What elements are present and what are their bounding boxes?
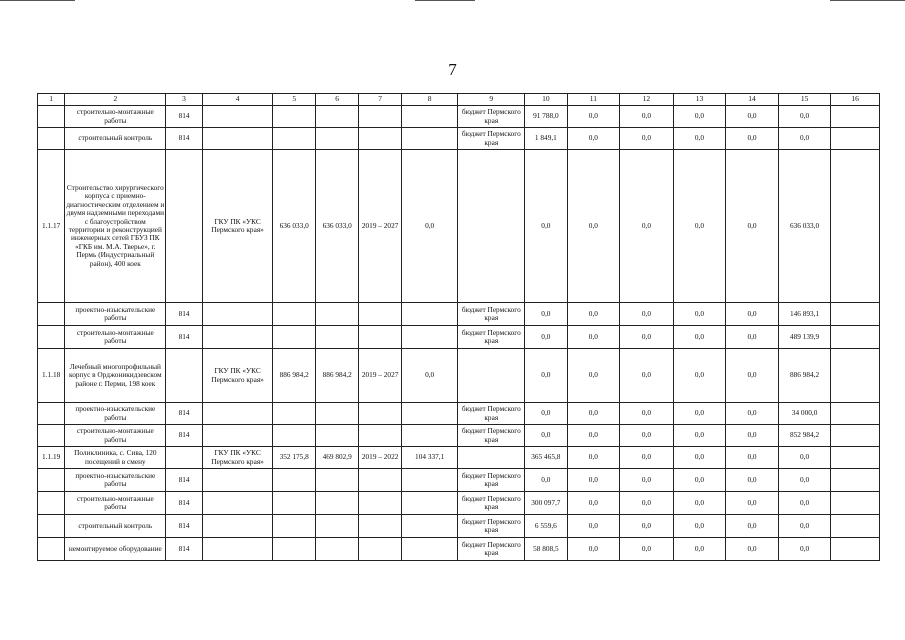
- table-cell: 0,0: [525, 326, 567, 349]
- table-cell: 0,0: [726, 349, 779, 403]
- table-cell: 0,0: [620, 403, 674, 425]
- table-cell: [315, 326, 358, 349]
- table-cell: 34 000,0: [778, 403, 831, 425]
- table-cell: [401, 515, 458, 538]
- table-cell: [401, 538, 458, 561]
- table-cell: 0,0: [567, 326, 620, 349]
- table-cell: [202, 469, 273, 492]
- table-cell: бюджет Пермского края: [458, 425, 525, 447]
- table-cell: 365 465,8: [525, 447, 567, 469]
- table-cell: [458, 150, 525, 303]
- table-row: [38, 403, 880, 425]
- header-cell: 2: [65, 94, 166, 106]
- page-number: 7: [448, 60, 457, 79]
- table-cell: [359, 326, 401, 349]
- table-cell: [273, 469, 315, 492]
- table-cell: 0,0: [673, 515, 726, 538]
- header-cell: 16: [831, 94, 880, 106]
- table-cell: [273, 492, 315, 515]
- table-cell: [315, 403, 358, 425]
- table-cell: [359, 128, 401, 150]
- table-cell: 0,0: [401, 150, 458, 303]
- table-cell: 352 175,8: [273, 447, 315, 469]
- header-cell: 1: [38, 94, 65, 106]
- table-cell: [38, 128, 65, 150]
- table-row: [38, 515, 880, 538]
- table-cell: строительно-монтажные работы: [65, 425, 166, 447]
- table-cell: 0,0: [778, 447, 831, 469]
- table-cell: [38, 403, 65, 425]
- table-cell: 91 788,0: [525, 106, 567, 128]
- table-cell: немонтируемое оборудование: [65, 538, 166, 561]
- header-cell: 14: [726, 94, 779, 106]
- header-cell: 3: [166, 94, 202, 106]
- table-cell: 0,0: [726, 128, 779, 150]
- table-cell: 0,0: [778, 538, 831, 561]
- header-cell: 9: [458, 94, 525, 106]
- table-cell: [401, 128, 458, 150]
- table-cell: [38, 106, 65, 128]
- table-cell: [202, 326, 273, 349]
- table-cell: [202, 106, 273, 128]
- table-cell: [359, 303, 401, 326]
- table-cell: 1 849,1: [525, 128, 567, 150]
- table-cell: ГКУ ПК «УКС Пермского края»: [202, 150, 273, 303]
- table-row: [38, 447, 880, 469]
- table-cell: 0,0: [525, 425, 567, 447]
- table-cell: 636 033,0: [778, 150, 831, 303]
- table-cell: [401, 492, 458, 515]
- table-cell: [166, 447, 202, 469]
- header-cell: 6: [315, 94, 358, 106]
- table-cell: [831, 303, 880, 326]
- table-cell: 2019 – 2022: [359, 447, 401, 469]
- table-row: [38, 150, 880, 303]
- table-cell: [202, 128, 273, 150]
- table-cell: [831, 492, 880, 515]
- table-cell: 0,0: [401, 349, 458, 403]
- table-cell: [359, 469, 401, 492]
- table-cell: 0,0: [726, 106, 779, 128]
- table-cell: 1.1.18: [38, 349, 65, 403]
- table-cell: 0,0: [567, 403, 620, 425]
- table-cell: [202, 403, 273, 425]
- table-cell: 0,0: [620, 425, 674, 447]
- table-cell: [458, 447, 525, 469]
- table-cell: 0,0: [726, 425, 779, 447]
- table-cell: 0,0: [673, 538, 726, 561]
- table-cell: [273, 538, 315, 561]
- table-cell: [202, 515, 273, 538]
- table-cell: [38, 515, 65, 538]
- table-cell: 814: [166, 303, 202, 326]
- table-cell: 814: [166, 425, 202, 447]
- table-cell: [202, 425, 273, 447]
- header-cell: 15: [778, 94, 831, 106]
- table-cell: [401, 469, 458, 492]
- table-cell: [831, 515, 880, 538]
- table-cell: 814: [166, 403, 202, 425]
- table-cell: [273, 326, 315, 349]
- table-cell: проектно-изыскательские работы: [65, 403, 166, 425]
- table-cell: бюджет Пермского края: [458, 106, 525, 128]
- table-row: [38, 349, 880, 403]
- table-cell: 0,0: [620, 492, 674, 515]
- table-cell: 0,0: [567, 447, 620, 469]
- table-cell: [38, 303, 65, 326]
- table-cell: 0,0: [726, 492, 779, 515]
- table-cell: 0,0: [726, 150, 779, 303]
- table-cell: бюджет Пермского края: [458, 403, 525, 425]
- table-cell: 636 033,0: [273, 150, 315, 303]
- scan-edge-line: [0, 0, 75, 1]
- scan-edge-line: [415, 0, 475, 1]
- table-cell: 0,0: [673, 425, 726, 447]
- table-cell: бюджет Пермского края: [458, 515, 525, 538]
- table-cell: [831, 326, 880, 349]
- table-cell: 2019 – 2027: [359, 150, 401, 303]
- table-cell: [38, 538, 65, 561]
- table-cell: [315, 303, 358, 326]
- table-cell: [831, 469, 880, 492]
- table-cell: 0,0: [620, 447, 674, 469]
- table-cell: 0,0: [620, 469, 674, 492]
- table-cell: 0,0: [525, 150, 567, 303]
- table-cell: [831, 538, 880, 561]
- table-cell: строительно-монтажные работы: [65, 326, 166, 349]
- table-cell: [273, 106, 315, 128]
- table-cell: 0,0: [673, 128, 726, 150]
- table-cell: 0,0: [620, 538, 674, 561]
- table-cell: ГКУ ПК «УКС Пермского края»: [202, 349, 273, 403]
- table-cell: 300 097,7: [525, 492, 567, 515]
- table-cell: [359, 492, 401, 515]
- table-cell: 1.1.19: [38, 447, 65, 469]
- table-cell: строительно-монтажные работы: [65, 106, 166, 128]
- table-cell: [315, 106, 358, 128]
- table-cell: 0,0: [620, 326, 674, 349]
- table-cell: 814: [166, 515, 202, 538]
- table-cell: [831, 425, 880, 447]
- table-cell: бюджет Пермского края: [458, 128, 525, 150]
- table-cell: [359, 403, 401, 425]
- header-cell: 13: [673, 94, 726, 106]
- table-cell: [38, 492, 65, 515]
- table-cell: 0,0: [620, 349, 674, 403]
- table-cell: [166, 349, 202, 403]
- table-cell: 0,0: [567, 469, 620, 492]
- table-cell: 0,0: [525, 349, 567, 403]
- table-cell: бюджет Пермского края: [458, 326, 525, 349]
- table-cell: проектно-изыскательские работы: [65, 469, 166, 492]
- table-cell: 0,0: [673, 349, 726, 403]
- table-cell: 0,0: [778, 492, 831, 515]
- table-row: [38, 303, 880, 326]
- table-cell: 0,0: [567, 128, 620, 150]
- table-cell: [38, 425, 65, 447]
- table-cell: 0,0: [673, 469, 726, 492]
- table-cell: бюджет Пермского края: [458, 303, 525, 326]
- table-cell: [401, 425, 458, 447]
- table-cell: ГКУ ПК «УКС Пермского края»: [202, 447, 273, 469]
- table-row: [38, 106, 880, 128]
- table-cell: [401, 326, 458, 349]
- table-cell: 0,0: [567, 425, 620, 447]
- scan-edge-line: [830, 0, 905, 1]
- table-cell: [831, 403, 880, 425]
- table-row: [38, 128, 880, 150]
- table-cell: 489 139,9: [778, 326, 831, 349]
- table-cell: 814: [166, 128, 202, 150]
- table-cell: Лечебный многопрофильный корпус в Орджоникидзевском районе г. Перми, 198 коек: [65, 349, 166, 403]
- table-cell: строительно-монтажные работы: [65, 492, 166, 515]
- table-cell: 0,0: [567, 303, 620, 326]
- table-cell: 469 802,9: [315, 447, 358, 469]
- table-cell: [315, 425, 358, 447]
- table-cell: 0,0: [778, 106, 831, 128]
- table-row: [38, 492, 880, 515]
- header-cell: 8: [401, 94, 458, 106]
- table-cell: 0,0: [620, 106, 674, 128]
- table-cell: [202, 538, 273, 561]
- table-cell: бюджет Пермского края: [458, 538, 525, 561]
- table-cell: бюджет Пермского края: [458, 492, 525, 515]
- table-cell: [315, 492, 358, 515]
- table-cell: [458, 349, 525, 403]
- table-cell: 852 984,2: [778, 425, 831, 447]
- table-cell: 0,0: [673, 447, 726, 469]
- table-cell: 814: [166, 106, 202, 128]
- table-cell: 0,0: [778, 128, 831, 150]
- table-cell: [315, 469, 358, 492]
- table-cell: 146 893,1: [778, 303, 831, 326]
- table-cell: 0,0: [567, 150, 620, 303]
- table-cell: 0,0: [567, 538, 620, 561]
- table-cell: [359, 515, 401, 538]
- table-cell: 0,0: [673, 150, 726, 303]
- header-cell: 10: [525, 94, 567, 106]
- table-cell: 886 984,2: [778, 349, 831, 403]
- header-row: [38, 94, 880, 106]
- table-cell: бюджет Пермского края: [458, 469, 525, 492]
- table-cell: 886 984,2: [273, 349, 315, 403]
- table-cell: 0,0: [525, 303, 567, 326]
- table-cell: 0,0: [726, 515, 779, 538]
- table-cell: 814: [166, 538, 202, 561]
- table-cell: [273, 425, 315, 447]
- table-cell: 0,0: [525, 403, 567, 425]
- table-row: [38, 326, 880, 349]
- table-row: [38, 469, 880, 492]
- table-cell: 0,0: [620, 150, 674, 303]
- table-cell: 0,0: [673, 492, 726, 515]
- table-cell: 0,0: [726, 469, 779, 492]
- table-cell: [359, 538, 401, 561]
- table-cell: 0,0: [620, 303, 674, 326]
- header-cell: 11: [567, 94, 620, 106]
- budget-table: [37, 93, 880, 561]
- table-cell: 2019 – 2027: [359, 349, 401, 403]
- table-cell: 814: [166, 469, 202, 492]
- table-cell: 0,0: [778, 469, 831, 492]
- table-cell: строительный контроль: [65, 128, 166, 150]
- table-cell: 0,0: [567, 349, 620, 403]
- table-cell: 1.1.17: [38, 150, 65, 303]
- table-cell: [202, 492, 273, 515]
- table-cell: 0,0: [620, 515, 674, 538]
- table-cell: 0,0: [525, 469, 567, 492]
- table-cell: [359, 106, 401, 128]
- header-cell: 4: [202, 94, 273, 106]
- table-cell: 0,0: [673, 403, 726, 425]
- table-cell: [831, 106, 880, 128]
- table-cell: 0,0: [726, 303, 779, 326]
- table-cell: [38, 469, 65, 492]
- table-cell: 814: [166, 326, 202, 349]
- table-cell: [315, 538, 358, 561]
- table-cell: проектно-изыскательские работы: [65, 303, 166, 326]
- table-row: [38, 425, 880, 447]
- table-cell: 0,0: [726, 538, 779, 561]
- table-cell: [273, 303, 315, 326]
- table-cell: [202, 303, 273, 326]
- table-cell: 0,0: [620, 128, 674, 150]
- table-cell: [38, 326, 65, 349]
- table-cell: 886 984,2: [315, 349, 358, 403]
- table-cell: [166, 150, 202, 303]
- table-cell: [273, 403, 315, 425]
- table-cell: 0,0: [726, 403, 779, 425]
- table-cell: [831, 128, 880, 150]
- table-cell: 0,0: [567, 515, 620, 538]
- table-cell: 0,0: [673, 106, 726, 128]
- header-cell: 7: [359, 94, 401, 106]
- table-cell: 636 033,0: [315, 150, 358, 303]
- table-cell: 6 559,6: [525, 515, 567, 538]
- table-row: [38, 538, 880, 561]
- table-cell: [315, 128, 358, 150]
- table-cell: [831, 447, 880, 469]
- table-cell: Поликлиника, с. Сива, 120 посещений в смену: [65, 447, 166, 469]
- table-cell: 814: [166, 492, 202, 515]
- table-cell: [831, 349, 880, 403]
- table-cell: [273, 515, 315, 538]
- table-cell: Строительство хирургического корпуса с приемно-диагностическим отделением и двумя надземными переходами с благоустройством территории и реконструкцией инженерных сетей ГБУЗ ПК «ГКБ им. М.А. Тверье», г. Пермь (Индустриальный район), 400 коек: [65, 150, 166, 303]
- table-cell: 0,0: [778, 515, 831, 538]
- table-cell: [273, 128, 315, 150]
- table-cell: строительный контроль: [65, 515, 166, 538]
- table-cell: [401, 303, 458, 326]
- table-cell: 0,0: [567, 492, 620, 515]
- header-cell: 5: [273, 94, 315, 106]
- table-cell: [401, 106, 458, 128]
- table-cell: 0,0: [673, 303, 726, 326]
- table-cell: 58 808,5: [525, 538, 567, 561]
- table-cell: 0,0: [726, 326, 779, 349]
- table-cell: 0,0: [673, 326, 726, 349]
- table-cell: 0,0: [726, 447, 779, 469]
- table-cell: [315, 515, 358, 538]
- header-cell: 12: [620, 94, 674, 106]
- table-cell: [401, 403, 458, 425]
- table-cell: 0,0: [567, 106, 620, 128]
- table-cell: [831, 150, 880, 303]
- table-cell: [359, 425, 401, 447]
- table-cell: 104 337,1: [401, 447, 458, 469]
